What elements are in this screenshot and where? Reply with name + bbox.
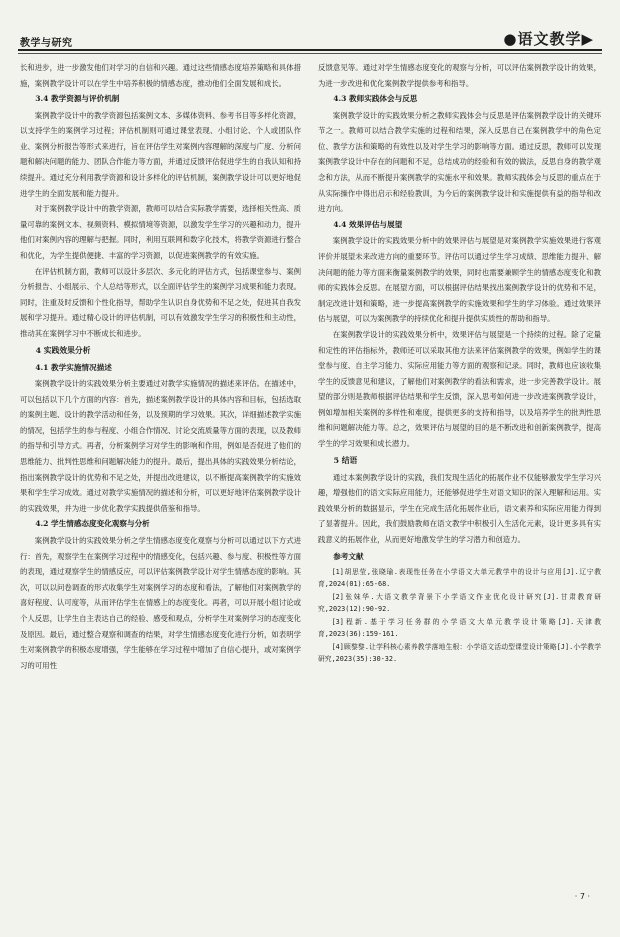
section-heading-5: 5 结语 [333, 455, 358, 465]
reference-item: [2]张妹华.大语文教学背景下小学语文作业优化设计研究[J].甘肃教育研究,2023(12):90-92. [318, 592, 601, 614]
reference-item: [4]顾黎黎.让学科核心素养教学落地生根：小学语文活动型课堂设计策略[J].小学教学研究,2023(35):30-32. [318, 642, 601, 664]
section-heading-4-2: 4.2 学生情感态度变化观察与分析 [35, 519, 150, 529]
right-column [318, 60, 601, 666]
reference-item: [3]程新.基于学习任务群的小学语文大单元教学设计策略[J].天津教育,2023(36):159-161. [318, 617, 601, 639]
paragraph: 案例教学设计的实践效果分析主要通过对教学实施情况的描述来评估。在描述中，可以包括以下几个方面的内容：首先，描述案例教学设计的具体内容和目标，包括选取的案例主题、设计的教学活动和任务，以及预期的学习效果。其次，详细描述教学实施的情况，包括学生的参与程度、小组合作情况、讨论交流质量等方面的表现，以及教师的指导和引导方式。再者，分析案例学习对学生的影响和作用，例如是否促进了他们的思维能力、批判性思维和问题解决能力的提升。最后，提出具体的实践效果分析结论，指出案例教学设计的优势和不足之处，并提出改进建议，以不断提高案例教学的实施效果和学生学习成效。通过对教学实施情况的描述和分析，可以更好地评估案例教学设计的实践效果，并为进一步优化教学实践提供借鉴和指导。 [20, 379, 301, 513]
paragraph: 通过本案例教学设计的实践，我们发现生活化的拓展作业不仅能够激发学生学习兴趣，增强他们的语文实际应用能力，还能够促进学生对语文知识的深入理解和运用。实践效果分析的数据显示，学生在完成生活化拓展作业后，语文素养和实际应用能力得到了显著提升。因此，我们鼓励教师在语文教学中积极引入生活化元素，设计更多具有实践意义的拓展作业，从而更好地激发学生的学习潜力和创造力。 [318, 472, 601, 545]
paragraph: 在案例教学设计的实践效果分析中，效果评估与展望是一个持续的过程。除了定量和定性的评估指标外，教师还可以采取其他方法来评估案例教学的效果，例如学生的课堂参与度、自主学习能力、实际应用能力等方面的观察和记录。同时，教师也应该收集学生的反馈意见和建议，了解他们对案例教学的看法和需求，进一步完善教学设计。展望的部分则是教师根据评估结果和学生反馈，深入思考如何进一步改进案例教学设计，例如增加相关案例的多样性和难度，提供更多的支持和指导，以及培养学生的批判性思维和问题解决能力等。总之，效果评估与展望的目的是不断改进和创新案例教学，提高学生的学习效果和成长潜力。 [318, 329, 601, 449]
page-number: · 7 · [574, 892, 590, 901]
paragraph: 在评估机制方面，教师可以设计多层次、多元化的评估方式，包括课堂参与、案例分析报告、小组展示、个人总结等形式，以全面评估学生的案例学习成果和能力表现。同时，注重及时反馈和个性化指导，帮助学生认识自身优势和不足之处，促进其自我发展和学习提升。通过精心设计的评估机制，可以有效激发学生学习的积极性和主动性，推动其在案例学习中不断成长和进步。 [20, 266, 301, 338]
section-heading-4-4: 4.4 效果评估与展望 [333, 219, 403, 229]
section-heading-4-3: 4.3 教师实践体会与反思 [333, 94, 418, 104]
paragraph: 案例教学设计的实践效果分析之教师实践体会与反思是评估案例教学设计的关键环节之一。教师可以结合教学实施的过程和结果，深入反思自己在案例教学中的角色定位、教学方法和策略的有效性以及对学生学习的影响等方面。通过反思，教师可以发现案例教学设计中存在的问题和不足，总结成功的经验和有效的做法，反思自身的教学观念和方法，从而不断提升案例教学的实施水平和效果。教师实践体会与反思的重点在于从实际操作中得出启示和经验教训，为今后的案例教学设计和实施提供有益的指导和改进方向。 [318, 110, 601, 214]
journal-column-title: ●语文教学▶ [503, 30, 594, 48]
header-rule-thin [18, 53, 602, 54]
references-heading: 参考文献 [333, 551, 364, 561]
reference-item: [1]胡思莹,张晓瑜.表现性任务在小学语文大单元教学中的设计与应用[J].辽宁教育,2024(01):65-68. [318, 567, 601, 589]
section-heading-3-4: 3.4 教学资源与评价机制 [35, 94, 120, 104]
paragraph: 长和进步，进一步激发他们对学习的自信和兴趣。通过这些情感态度培养策略和具体措施，案例教学设计可以在学生中培养积极的情感态度，推动他们全面发展和成长。 [20, 63, 301, 88]
paragraph: 案例教学设计中的教学资源包括案例文本、多媒体资料、参考书目等多样化资源，以支持学生的案例学习过程；评估机制则可通过课堂表现、小组讨论、个人或团队作业、案例分析报告等形式来进行，旨在评估学生对案例内容理解的深度与广度、分析问题和解决问题的能力、团队合作能力等方面，并通过反馈评估促进学生的自我认知和持续提升。通过充分利用教学资源和设计多样化的评估机制，案例教学设计可以更好地促进学生的全面发展和能力提升。 [20, 110, 301, 198]
left-column [20, 60, 301, 673]
paragraph: 案例教学设计的实践效果分析中的效果评估与展望是对案例教学实施效果进行客观评价并展望未来改进方向的重要环节。评估可以通过学生学习成绩、思维能力提升、解决问题的能力等方面来衡量案例教学的效果，同时也需要兼顾学生的情感态度变化和教师的实践体会反思。在展望方面，可以根据评估结果找出案例教学设计的优势和不足，制定改进计划和策略，进一步提高案例教学的实施效果和学生的学习体验。通过效果评估与展望，可以为案例教学的持续优化和提升提供实质性的帮助和指导。 [318, 236, 601, 324]
paragraph: 对于案例教学设计中的教学资源，教师可以结合实际教学需要，选择相关性高、质量可靠的案例文本、视频资料、模拟情境等资源，以激发学生学习的兴趣和动力，提升他们对案例内容的理解与把握。同时，利用互联网和数字化技术，将教学资源进行整合和优化，为学生提供便捷、丰富的学习资源，以促进案例教学的有效实施。 [20, 204, 301, 261]
journal-section-title: 教学与研究 [20, 38, 73, 49]
header-rule [18, 49, 602, 51]
section-heading-4: 4 实践效果分析 [35, 345, 91, 355]
paragraph: 案例教学设计的实践效果分析之学生情感态度变化观察与分析可以通过以下方式进行：首先，观察学生在案例学习过程中的情感变化，包括兴趣、参与度、积极性等方面的表现，通过观察学生的情感反应，可以评估案例教学设计对学生情感态度的影响。其次，可以以问卷调查的形式收集学生对案例学习的态度和看法，了解他们对案例教学的喜好程度、认可度等，从而评估学生在情感上的态度变化。再者，可以开展小组讨论或个人反思，让学生自主表达自己的经验、感受和观点，分析学生对案例学习的态度变化及原因。最后，通过整合观察和调查的结果，对学生情感态度变化进行分析，如表明学生对案例教学的积极态度增强，学生能够在学习过程中增加了自信心提升，或对案例学习的可用性 [20, 535, 301, 670]
section-heading-4-1: 4.1 教学实施情况描述 [35, 362, 112, 372]
paragraph: 反馈意见等。通过对学生情感态度变化的观察与分析，可以评估案例教学设计的效果，为进一步改进和优化案例教学提供参考和指导。 [318, 63, 601, 88]
